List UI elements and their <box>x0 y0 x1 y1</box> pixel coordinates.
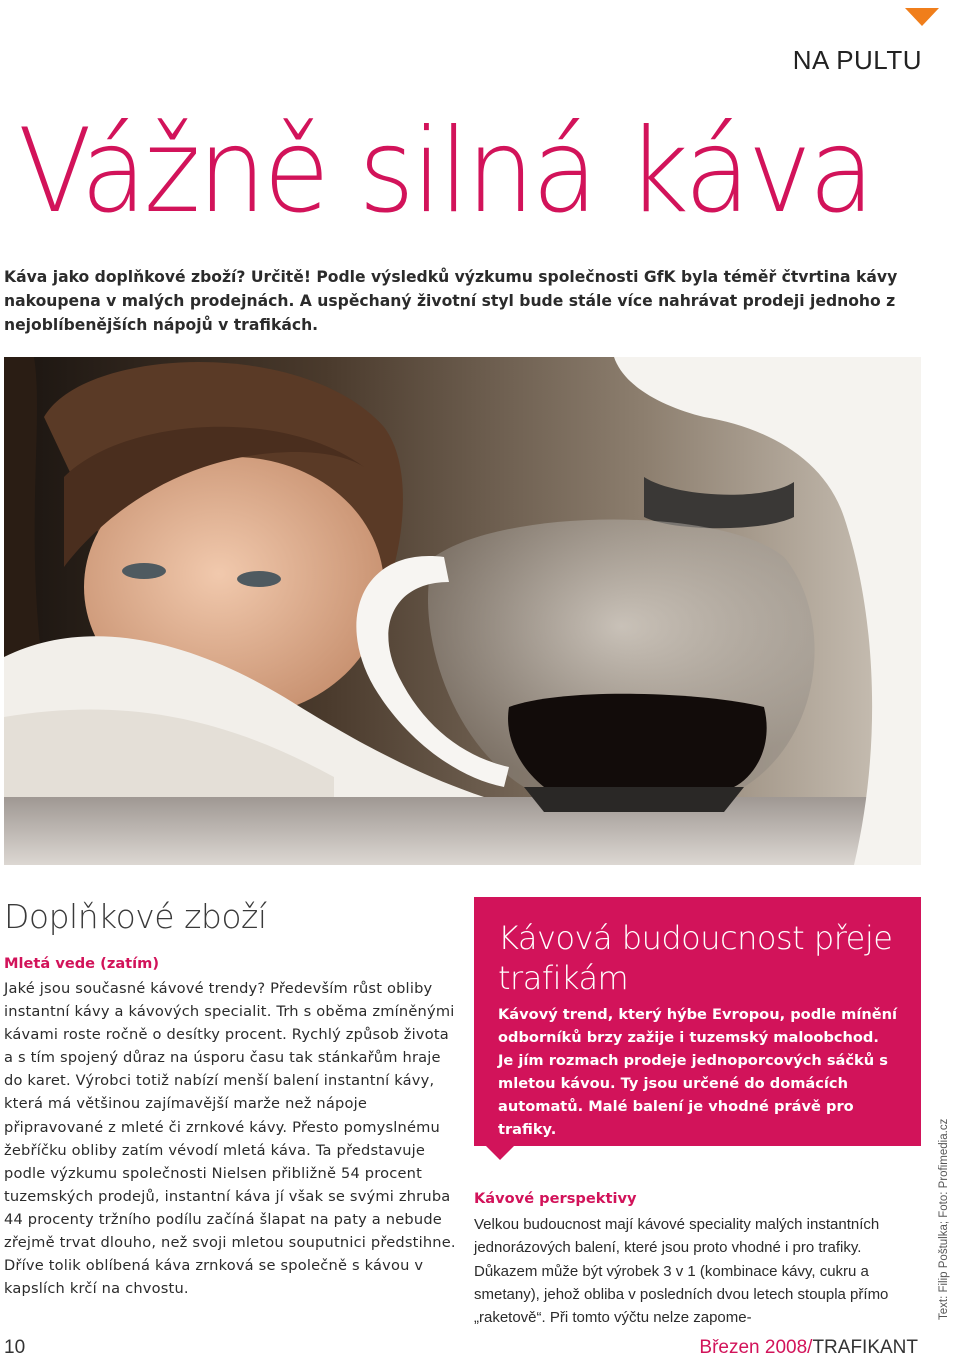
triangle-down-icon <box>486 1146 514 1160</box>
article-headline: Vážně silná káva <box>18 104 873 239</box>
left-body-text: Jaké jsou současné kávové trendy? Především růst obliby instantní kávy a kávových specialit. Trh s oběma zmíněnými kávami roste ročně o desítky procent. Rychlý způsob života a s tím spojený důraz na úsporu času tak stánkařům hraje do karet. Výrobci totiž nabízí menší balení instantní kávy, která má většinou zajímavější marže než nápoje připravované z mleté či zrnkové kávy. Přesto pomyslnému žebříčku obliby zatím vévodí mletá káva. Ta představuje podle výzkumu společnosti Nielsen přibližně 54 procent tuzemských prodejů, instantní káva jí však se svými zhruba 44 procenty tržního podílu začíná šlapat na paty a nebude zřejmě trvat dlouho, než svoji mletou souputnici předstihne. Dříve tolik oblíbená káva zrnková se společně s kávou v kapslích krčí na chvostu. <box>4 980 456 1298</box>
highlight-box-text: Kávový trend, který hýbe Evropou, podle mínění odborníků brzy zažije i tuzemský maloobchod. Je jím rozmach prodeje jednoporcových sáčků s mletou kávou. Ty jsou určené do domácích automatů. Malé balení je vhodné právě pro trafiky. <box>498 1006 898 1138</box>
highlight-box-title: Kávová budoucnost přeje trafikám <box>498 919 893 997</box>
issue-date: Březen 2008 <box>699 1337 808 1358</box>
article-lead: Káva jako doplňkové zboží? Určitě! Podle výsledků výzkumu společnosti GfK byla téměř čtvrtina kávy nakoupena v malých prodejnách. A uspěchaný životní styl bude stále více nahrávat prodeji jednoho z nejoblíbenějších nápojů v trafikách. <box>4 268 898 334</box>
right-body-text: Velkou budoucnost mají kávové speciality malých instantních jednorázových balení, které jsou proto vhodné i pro trafiky. Důkazem může být výrobek 3 v 1 (kombinace kávy, cukru a smetany), jehož obliba v posledních dvou letech stoupla přímo „raketově“. Při tomto výčtu nelze zapome- <box>474 1216 889 1327</box>
left-column <box>4 895 456 1300</box>
section-heading: Doplňkové zboží <box>4 897 267 936</box>
section-label: NA PULTU <box>792 45 922 75</box>
photo-credit: Text: Filip Poštulka; Foto: Profimedia.cz <box>938 1118 950 1320</box>
magazine-name: TRAFIKANT <box>812 1337 918 1358</box>
page-number: 10 <box>4 1337 26 1358</box>
triangle-down-icon <box>905 8 939 26</box>
issue-separator: / <box>807 1337 813 1358</box>
right-subheading: Kávové perspektivy <box>474 1190 637 1207</box>
section-subheading: Mletá vede (zatím) <box>4 955 160 972</box>
issue-info <box>699 1337 918 1359</box>
article-photo <box>4 357 921 865</box>
